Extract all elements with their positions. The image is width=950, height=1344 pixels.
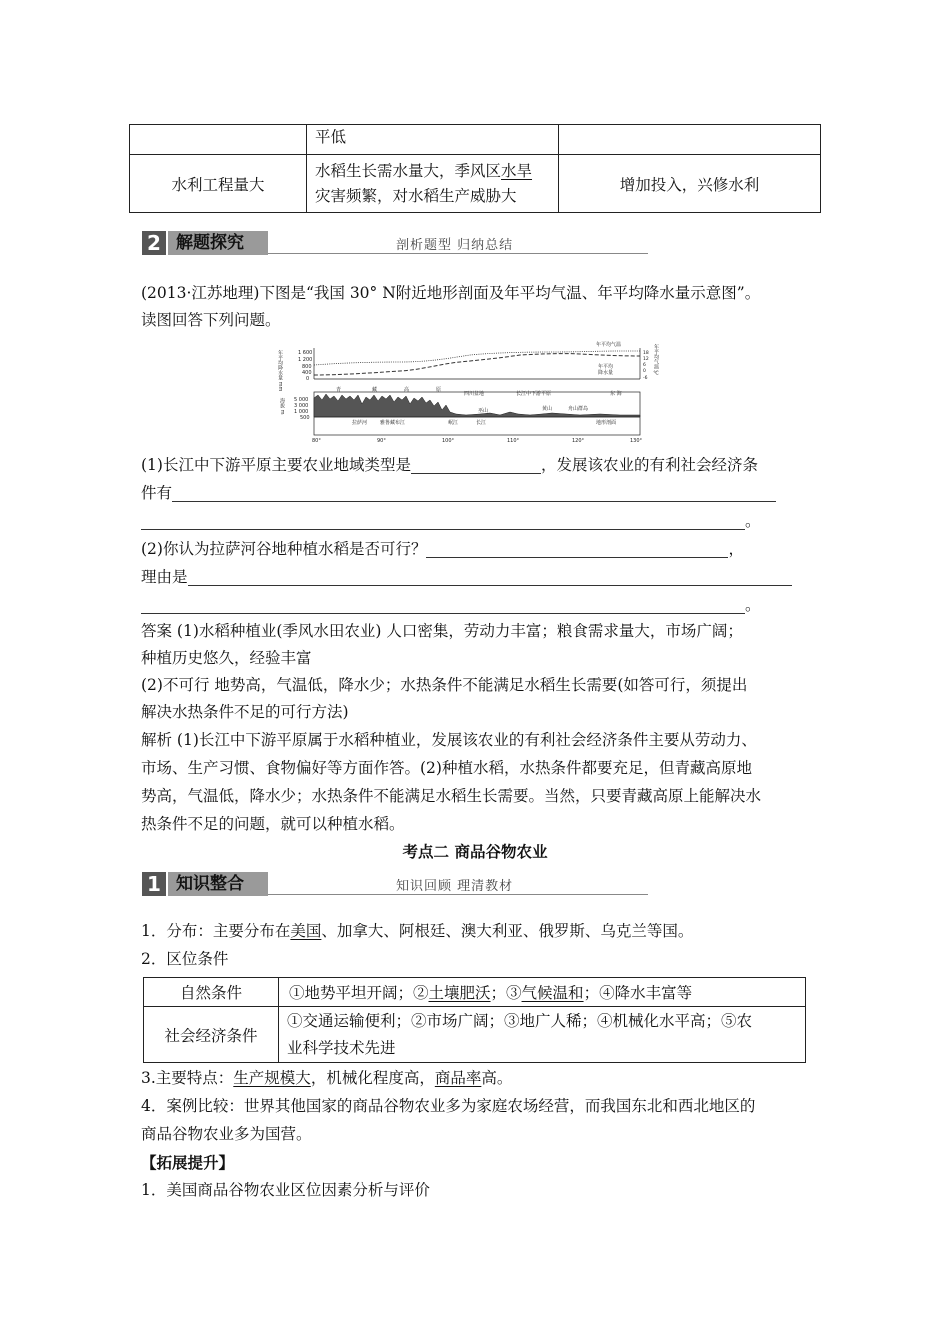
- conditions-table-cell: [144, 978, 279, 1007]
- case-comparison-line: 4．案例比较：世界其他国家的商品谷物农业多为家庭农场经营，而我国东北和西北地区的: [141, 1097, 756, 1115]
- underlined-answer: 水旱: [501, 161, 533, 180]
- top-table-cell: [559, 125, 821, 155]
- extension-item: 1．美国商品谷物农业区位因素分析与评价: [141, 1181, 430, 1199]
- banner-number: 1: [142, 872, 166, 896]
- x-axis-tick: 120°: [572, 438, 585, 444]
- banner-subtitle: 知识回顾 理清教材: [396, 879, 514, 894]
- answer-blank[interactable]: [411, 455, 541, 474]
- altitude-tick: 1 000: [294, 409, 309, 415]
- banner-number: 2: [142, 231, 166, 255]
- feature-label: 雅鲁藏布江: [380, 420, 406, 426]
- answer-line: 种植历史悠久，经验丰富: [141, 649, 312, 667]
- question-2-line2: [141, 563, 792, 592]
- conditions-table: [143, 977, 806, 1063]
- answer-blank[interactable]: [426, 539, 728, 558]
- top-table-text: 水稻生长需水量大，季风区: [315, 161, 502, 180]
- altitude-tick: 3 000: [294, 403, 309, 409]
- underlined-answer: 生产规模大: [233, 1069, 311, 1087]
- profile-label: 地形剖面: [596, 420, 617, 426]
- top-table-text: 增加投入，兴修水利: [619, 175, 760, 194]
- top-table-cell: [307, 125, 559, 155]
- temperature-line: [314, 351, 640, 365]
- question-1-line2: [141, 479, 776, 508]
- conditions-text: ①交通运输便利；②市场广阔；③地广人稀；④机械化水平高；⑤农: [287, 1011, 753, 1030]
- question-text: 理由是: [141, 568, 188, 586]
- right-axis-tick: 6: [643, 363, 646, 368]
- altitude-tick: 5 000: [294, 397, 309, 403]
- top-table-cell: [559, 155, 821, 213]
- left-axis-tick: 400: [302, 370, 312, 376]
- answer-blank[interactable]: [172, 483, 776, 502]
- location-conditions-heading: 2．区位条件: [141, 950, 229, 968]
- left-axis-tick: 1 200: [298, 357, 313, 363]
- answer-blank[interactable]: [188, 567, 792, 586]
- region-label: 青: [336, 387, 342, 393]
- conditions-text: ；④降水丰富等: [583, 984, 693, 1002]
- right-axis-tick: -6: [643, 376, 648, 381]
- feature-label: 舟山群岛: [568, 406, 589, 412]
- conditions-text: 业科学技术先进: [287, 1038, 396, 1057]
- right-axis-tick: 18: [643, 351, 649, 356]
- terrain-climate-figure: [277, 338, 660, 444]
- knowledge-text: 高。: [481, 1069, 513, 1087]
- terrain-profile: [314, 394, 640, 417]
- legend-precipitation: 降水量: [598, 370, 614, 376]
- left-axis-label: 年平均降水量 mm: [277, 350, 283, 392]
- top-table-text: 灾害频繁，对水稻生产威胁大: [315, 186, 517, 205]
- x-axis-tick: 100°: [442, 438, 455, 444]
- answer-blank[interactable]: [141, 511, 745, 530]
- top-table-text: 水利工程量大: [171, 175, 265, 194]
- question-1-line3: [141, 507, 761, 536]
- question-text: 件有: [141, 484, 173, 502]
- banner-subtitle: 剖析题型 归纳总结: [396, 238, 514, 253]
- knowledge-text: 1．分布：主要分布在: [141, 922, 291, 940]
- section-title: 考点二 商品谷物农业: [402, 843, 548, 861]
- legend-temperature: 年平均气温: [596, 342, 622, 348]
- underlined-answer: 土壤肥沃: [428, 984, 491, 1002]
- region-label: 四川盆地: [464, 391, 485, 397]
- right-axis-tick: 12: [643, 357, 649, 362]
- question-intro-line1: (2013·江苏地理)下图是“我国 30° N附近地形剖面及年平均气温、年平均降水量示意图”。: [141, 284, 761, 302]
- left-axis-tick: 800: [302, 364, 312, 370]
- conditions-table-cell: [279, 1007, 806, 1063]
- case-comparison-line: 商品谷物农业多为国营。: [141, 1125, 312, 1143]
- region-label: 藏: [372, 387, 378, 393]
- right-axis-label: 年平均气温 ℃: [653, 344, 659, 377]
- top-table-text: 平低: [315, 128, 347, 146]
- legend-precipitation: 年平均: [598, 364, 614, 370]
- region-label: 高: [404, 387, 410, 393]
- altitude-tick: 500: [300, 415, 310, 421]
- left-axis-tick: 1 600: [298, 350, 313, 356]
- conditions-text: ；③: [490, 984, 522, 1002]
- right-axis-tick: 0: [643, 369, 646, 374]
- features-line: [141, 1064, 512, 1093]
- conditions-text: ①地势平坦开阔；②: [289, 984, 429, 1002]
- knowledge-text: 、加拿大、阿根廷、澳大利亚、俄罗斯、乌克兰等国。: [321, 922, 694, 940]
- feature-label: 拉萨河: [352, 420, 368, 426]
- section-banner-problem: [142, 231, 662, 255]
- question-text: 。: [745, 596, 761, 614]
- answer-line: 答案 (1)水稻种植业(季风水田农业) 人口密集，劳动力丰富；粮食需求量大，市场广阔；: [141, 622, 743, 640]
- x-axis-tick: 90°: [377, 438, 386, 444]
- region-label: 原: [436, 387, 442, 393]
- extension-heading: 【拓展提升】: [141, 1153, 235, 1172]
- analysis-line: 热条件不足的问题，就可以种植水稻。: [141, 815, 405, 833]
- region-label: 长江中下游平原: [516, 391, 552, 397]
- underlined-answer: 商品率: [434, 1069, 482, 1087]
- top-table-cell: [130, 125, 307, 155]
- answer-line: 解决水热条件不足的可行方法): [141, 703, 349, 721]
- analysis-line: 解析 (1)长江中下游平原属于水稻种植业，发展该农业的有利社会经济条件主要从劳动力、: [141, 731, 757, 749]
- answer-line: (2)不可行 地势高，气温低，降水少；水热条件不能满足水稻生长需要(如答可行，须提出: [141, 676, 748, 694]
- banner-rule: [268, 894, 648, 895]
- precipitation-line: [314, 354, 640, 375]
- conditions-label: 社会经济条件: [164, 1026, 258, 1045]
- distribution-line: [141, 917, 693, 946]
- analysis-line: 势高，气温低，降水少；水热条件不能满足水稻生长需要。当然，只要青藏高原上能解决水: [141, 787, 762, 805]
- question-text: (1)长江中下游平原主要农业地域类型是: [141, 456, 411, 474]
- question-2-line1: [141, 535, 744, 564]
- question-text: 。: [745, 512, 761, 530]
- analysis-line: 市场、生产习惯、食物偏好等方面作答。(2)种植水稻，水热条件都要充足，但青藏高原地: [141, 759, 752, 777]
- top-table: [129, 124, 821, 213]
- question-intro-line2: 读图回答下列问题。: [141, 311, 281, 329]
- knowledge-text: ，机械化程度高，: [310, 1069, 435, 1087]
- feature-label: 巫山: [478, 408, 489, 414]
- feature-label: 长江: [476, 420, 487, 426]
- underlined-answer: 美国: [290, 922, 322, 940]
- conditions-table-cell: [279, 978, 806, 1007]
- x-axis-tick: 80°: [312, 438, 321, 444]
- knowledge-text: 3.主要特点：: [141, 1069, 234, 1087]
- conditions-table-cell: [144, 1007, 279, 1063]
- question-text: ，: [728, 540, 744, 558]
- answer-blank[interactable]: [141, 595, 745, 614]
- feature-label: 岷江: [448, 420, 459, 426]
- section-banner-knowledge: [142, 872, 662, 896]
- top-table-cell: [307, 155, 559, 213]
- question-2-line3: [141, 591, 761, 620]
- question-text: ，发展该农业的有利社会经济条: [540, 456, 758, 474]
- banner-rule: [268, 253, 648, 254]
- underlined-answer: 气候温和: [521, 984, 584, 1002]
- feature-label: 黄山: [542, 406, 553, 412]
- x-axis-tick: 130°: [630, 438, 643, 444]
- altitude-axis-label: 海拔 m: [279, 398, 285, 415]
- region-label: 东 海: [610, 391, 622, 397]
- banner-title: 知识整合: [168, 872, 268, 896]
- question-text: (2)你认为拉萨河谷地种植水稻是否可行？: [141, 540, 427, 558]
- top-table-cell: [130, 155, 307, 213]
- question-1-line1: [141, 451, 758, 480]
- x-axis-tick: 110°: [507, 438, 520, 444]
- conditions-label: 自然条件: [179, 984, 242, 1002]
- left-axis-tick: 0: [306, 376, 310, 382]
- banner-title: 解题探究: [168, 231, 268, 255]
